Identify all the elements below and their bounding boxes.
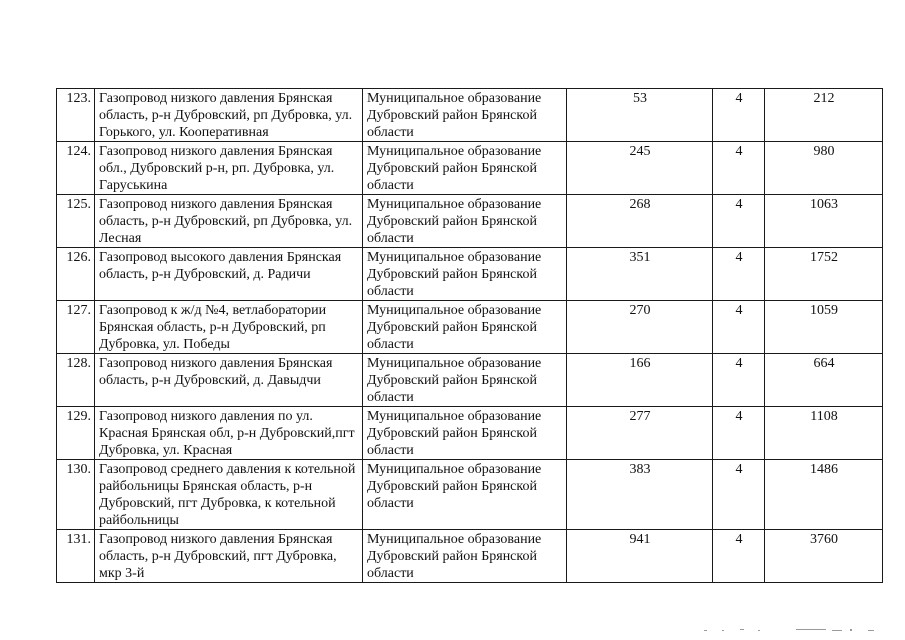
owner-cell: Муниципальное образование Дубровский район Брянской области — [363, 89, 567, 142]
coefficient-cell: 4 — [713, 530, 765, 583]
row-number-cell: 123. — [57, 89, 95, 142]
table-row — [57, 195, 883, 248]
row-number-cell: 124. — [57, 142, 95, 195]
row-number-cell: 131. — [57, 530, 95, 583]
object-name-cell: Газопровод высокого давления Брянская область, р-н Дубровский, д. Радичи — [95, 248, 363, 301]
row-number-cell: 128. — [57, 354, 95, 407]
table-row — [57, 142, 883, 195]
coefficient-cell: 4 — [713, 248, 765, 301]
total-cell: 1108 — [765, 407, 883, 460]
total-cell: 1063 — [765, 195, 883, 248]
length-cell: 941 — [567, 530, 713, 583]
coefficient-cell: 4 — [713, 301, 765, 354]
row-number-cell: 129. — [57, 407, 95, 460]
table-row — [57, 460, 883, 530]
length-cell: 270 — [567, 301, 713, 354]
coefficient-cell: 4 — [713, 407, 765, 460]
total-cell: 1059 — [765, 301, 883, 354]
row-number-cell: 130. — [57, 460, 95, 530]
object-name-cell: Газопровод низкого давления Брянская область, р-н Дубровский, д. Давыдчи — [95, 354, 363, 407]
total-cell: 212 — [765, 89, 883, 142]
total-cell: 664 — [765, 354, 883, 407]
owner-cell: Муниципальное образование Дубровский район Брянской области — [363, 142, 567, 195]
coefficient-cell: 4 — [713, 195, 765, 248]
object-name-cell: Газопровод низкого давления по ул. Красная Брянская обл, р-н Дубровский,пгт Дубровка, ул. Красная — [95, 407, 363, 460]
object-name-cell: Газопровод низкого давления Брянская обл., Дубровский р-н, рп. Дубровка, ул. Гаруськина — [95, 142, 363, 195]
coefficient-cell: 4 — [713, 354, 765, 407]
length-cell: 53 — [567, 89, 713, 142]
owner-cell: Муниципальное образование Дубровский район Брянской области — [363, 301, 567, 354]
scan-noise-specks — [700, 626, 880, 634]
total-cell: 980 — [765, 142, 883, 195]
length-cell: 383 — [567, 460, 713, 530]
owner-cell: Муниципальное образование Дубровский район Брянской области — [363, 354, 567, 407]
total-cell: 3760 — [765, 530, 883, 583]
total-cell: 1486 — [765, 460, 883, 530]
total-cell: 1752 — [765, 248, 883, 301]
object-name-cell: Газопровод среднего давления к котельной райбольницы Брянская область, р-н Дубровский, пгт Дубровка, к котельной райбольницы — [95, 460, 363, 530]
length-cell: 268 — [567, 195, 713, 248]
length-cell: 351 — [567, 248, 713, 301]
row-number-cell: 127. — [57, 301, 95, 354]
object-name-cell: Газопровод низкого давления Брянская область, р-н Дубровский, пгт Дубровка, мкр 3-й — [95, 530, 363, 583]
owner-cell: Муниципальное образование Дубровский район Брянской области — [363, 530, 567, 583]
table-row — [57, 530, 883, 583]
owner-cell: Муниципальное образование Дубровский район Брянской области — [363, 248, 567, 301]
gas-pipeline-registry-table — [56, 88, 883, 583]
length-cell: 277 — [567, 407, 713, 460]
object-name-cell: Газопровод низкого давления Брянская область, р-н Дубровский, рп Дубровка, ул. Горького, ул. Кооперативная — [95, 89, 363, 142]
coefficient-cell: 4 — [713, 460, 765, 530]
length-cell: 166 — [567, 354, 713, 407]
length-cell: 245 — [567, 142, 713, 195]
table-row — [57, 354, 883, 407]
table-row — [57, 301, 883, 354]
row-number-cell: 126. — [57, 248, 95, 301]
object-name-cell: Газопровод к ж/д №4, ветлаборатории Брянская область, р-н Дубровский, рп Дубровка, ул. Победы — [95, 301, 363, 354]
owner-cell: Муниципальное образование Дубровский район Брянской области — [363, 195, 567, 248]
owner-cell: Муниципальное образование Дубровский район Брянской области — [363, 460, 567, 530]
coefficient-cell: 4 — [713, 89, 765, 142]
owner-cell: Муниципальное образование Дубровский район Брянской области — [363, 407, 567, 460]
table-row — [57, 89, 883, 142]
object-name-cell: Газопровод низкого давления Брянская область, р-н Дубровский, рп Дубровка, ул. Лесная — [95, 195, 363, 248]
row-number-cell: 125. — [57, 195, 95, 248]
table-row — [57, 407, 883, 460]
coefficient-cell: 4 — [713, 142, 765, 195]
table-row — [57, 248, 883, 301]
